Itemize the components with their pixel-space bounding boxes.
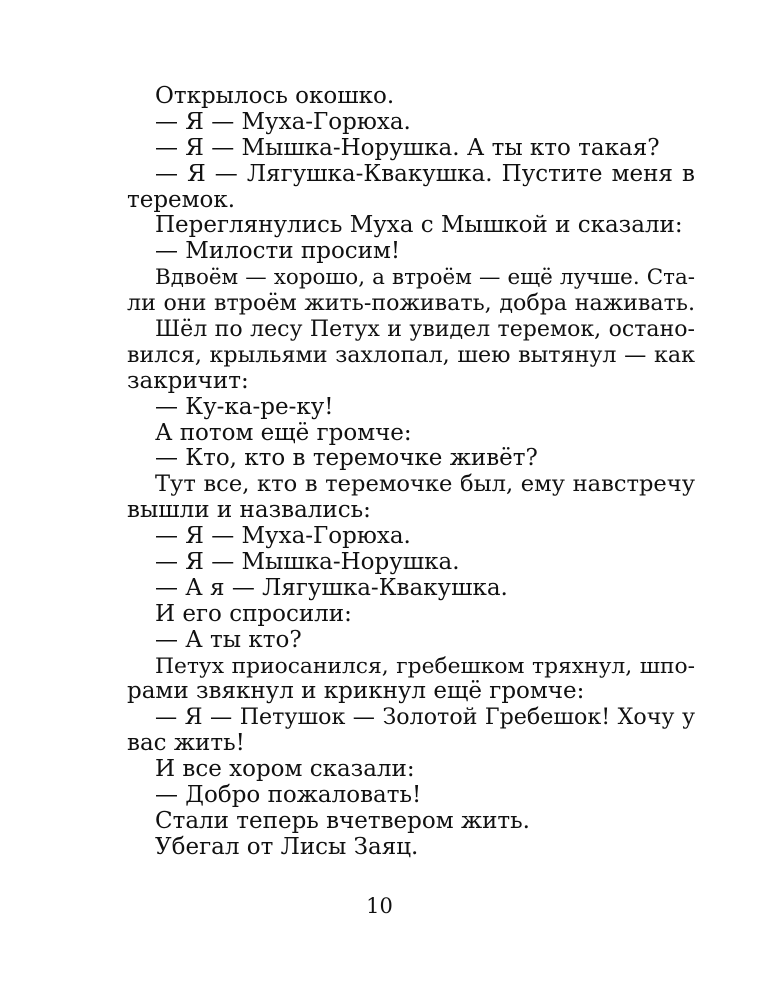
text-line: — Я — Муха-Горюха. [155,523,411,550]
text-line: Петух приосанился, гребешком тряхнул, шпо- [155,653,695,679]
text-line: закричит: [127,367,249,394]
text-line: — Я — Мышка-Норушка. [155,549,460,576]
text-line: Стали теперь вчетвером жить. [155,807,530,834]
text-line: Тут все, кто в теремочке был, ему навстречу [155,471,695,498]
text-line: вышли и назвались: [127,497,371,524]
text-line: рами звякнул и крикнул ещё громче: [127,678,585,705]
text-line: Шёл по лесу Петух и увидел теремок, остано- [155,317,695,343]
text-line: И все хором сказали: [155,756,415,783]
text-line: — Я — Муха-Горюха. [155,108,411,135]
page-number: 10 [366,894,393,918]
text-line: вас жить! [127,730,245,757]
text-line: теремок. [127,186,236,213]
text-line: Убегал от Лисы Заяц. [155,833,419,860]
text-line: И его спросили: [155,600,352,627]
text-line: вился, крыльями захлопал, шею вытянул — как [127,341,695,368]
text-line: — А я — Лягушка-Квакушка. [155,574,508,601]
text-line: ли они втроём жить-поживать, добра наживать. [127,290,695,317]
text-line: — Добро пожаловать! [155,782,422,809]
text-line: — А ты кто? [155,626,302,653]
text-line: — Я — Лягушка-Квакушка. Пустите меня в [155,160,695,187]
text-line: А потом ещё громче: [155,419,412,446]
text-line: — Я — Мышка-Норушка. А ты кто такая? [155,134,660,161]
text-line: — Кто, кто в теремочке живёт? [155,445,538,472]
text-line: Открылось окошко. [155,83,395,109]
text-line: — Ку-ка-ре-ку! [155,393,334,420]
story-text [127,84,695,861]
text-line: — Я — Петушок — Золотой Гребешок! Хочу у [155,704,695,731]
text-line: Вдвоём — хорошо, а втроём — ещё лучше. Ста- [155,265,695,291]
text-line: Переглянулись Муха с Мышкой и сказали: [155,212,683,239]
text-line: — Милости просим! [155,238,401,265]
